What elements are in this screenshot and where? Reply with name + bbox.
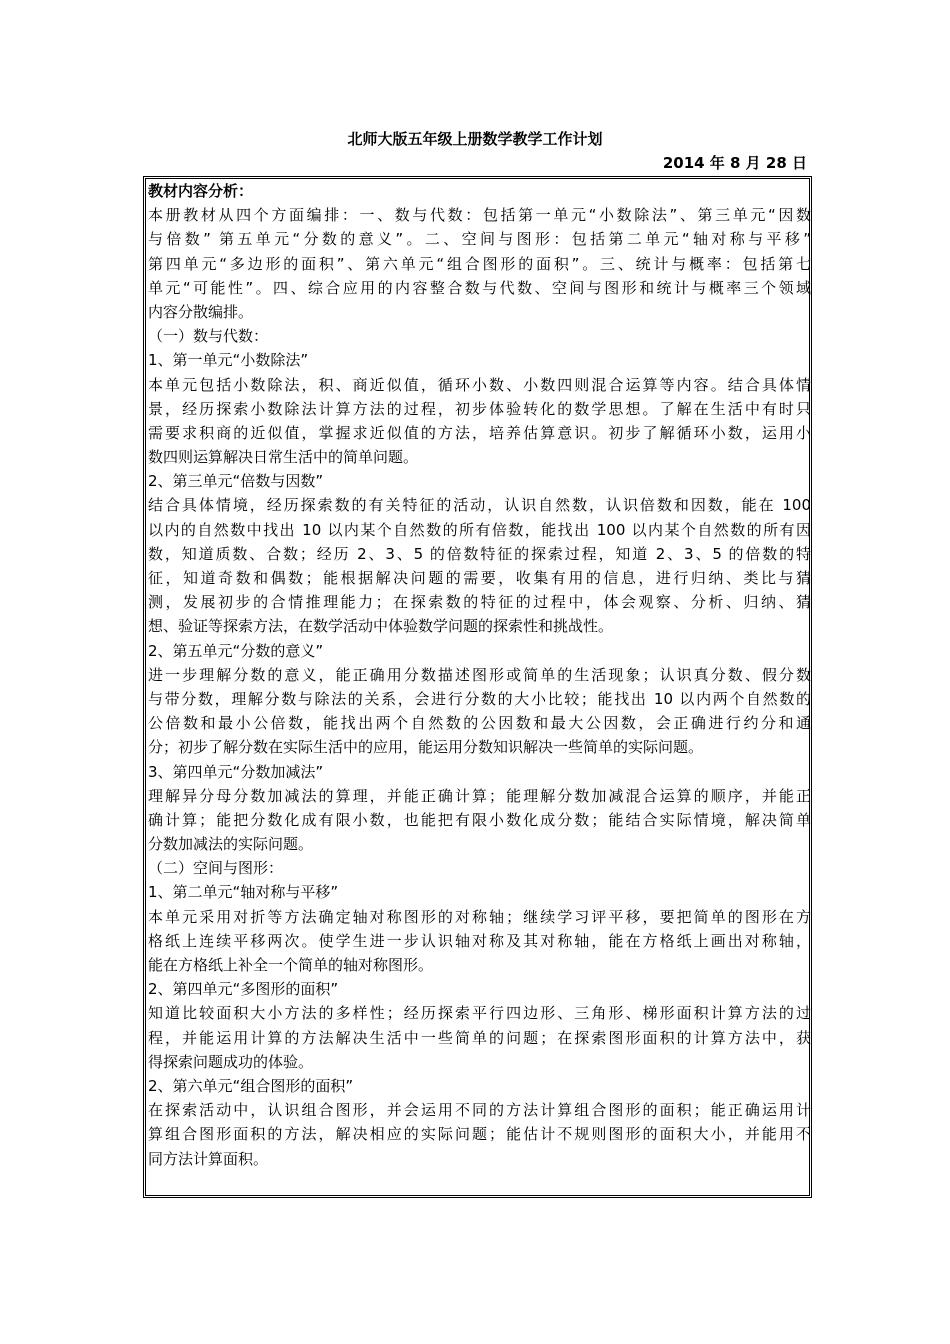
text-line: 本单元采用对折等方法确定轴对称图形的对称轴；继续学习评平移，要把简单的图形在方 bbox=[148, 907, 811, 926]
section-heading: 教材内容分析： bbox=[148, 182, 254, 200]
text-line: 1、第二单元“轴对称与平移” bbox=[148, 883, 339, 902]
text-line: 知道比较面积大小方法的多样性；经历探索平行四边形、三角形、梯形面积计算方法的过 bbox=[148, 1004, 811, 1023]
text-line: 内容分散编排。 bbox=[148, 302, 254, 321]
text-line: 程，并能运用计算的方法解决生活中一些简单的问题；在探索图形面积的计算方法中，获 bbox=[148, 1028, 811, 1047]
text-line: 2、第四单元“多图形的面积” bbox=[148, 980, 339, 999]
text-line: 本册教材从四个方面编排：一、数与代数：包括第一单元“小数除法”、第三单元“因数 bbox=[148, 206, 811, 225]
text-line: 2、第五单元“分数的意义” bbox=[148, 641, 324, 660]
text-line: 与倍数” 第五单元“分数的意义”。二、空间与图形：包括第二单元“轴对称与平移” bbox=[148, 230, 811, 249]
text-line: 需要求积商的近似值，掌握求近似值的方法，培养估算意识。初步了解循环小数，运用小 bbox=[148, 423, 811, 442]
text-line: 结合具体情境，经历探索数的有关特征的活动，认识自然数，认识倍数和因数，能在 100 bbox=[148, 496, 811, 515]
text-line: 数，知道质数、合数；经历 2、3、5 的倍数特征的探索过程，知道 2、3、5 的倍数的特 bbox=[148, 544, 811, 563]
content-cell bbox=[148, 179, 811, 1171]
text-line: 格纸上连续平移两次。使学生进一步认识轴对称及其对称轴，能在方格纸上画出对称轴， bbox=[148, 931, 811, 950]
text-line: 分数加减法的实际问题。 bbox=[148, 835, 314, 854]
text-line: 本单元包括小数除法，积、商近似值，循环小数、小数四则混合运算等内容。结合具体情 bbox=[148, 375, 811, 394]
text-line: 景，经历探索小数除法计算方法的过程，初步体验转化的数学思想。了解在生活中有时只 bbox=[148, 399, 811, 418]
text-line: 确计算；能把分数化成有限小数，也能把有限小数化成分数；能结合实际情境，解决简单 bbox=[148, 810, 811, 829]
text-line: 进一步理解分数的意义，能正确用分数描述图形或简单的生活现象；认识真分数、假分数 bbox=[148, 665, 811, 684]
text-line: 想、验证等探索方法，在数学活动中体验数学问题的探索性和挑战性。 bbox=[148, 617, 614, 636]
text-line: 3、第四单元“分数加减法” bbox=[148, 762, 324, 781]
text-line: 算组合图形面积的方法，解决相应的实际问题；能估计不规则图形的面积大小，并能用不 bbox=[148, 1125, 811, 1144]
document-title: 北师大版五年级上册数学教学工作计划 bbox=[347, 130, 603, 148]
text-line: 得探索问题成功的体验。 bbox=[148, 1052, 314, 1071]
text-line: 同方法计算面积。 bbox=[148, 1149, 269, 1168]
text-line: 测，发展初步的合情推理能力；在探索数的特征的过程中，体会观察、分析、归纳、猜 bbox=[148, 593, 811, 612]
text-line: 公倍数和最小公倍数，能找出两个自然数的公因数和最大公因数，会正确进行约分和通 bbox=[148, 714, 811, 733]
text-line: 单元“可能性”。四、综合应用的内容整合数与代数、空间与图形和统计与概率三个领域 bbox=[148, 278, 811, 297]
text-line: 1、第一单元“小数除法” bbox=[148, 351, 309, 370]
text-line: （一）数与代数： bbox=[148, 327, 269, 346]
text-line: （二）空间与图形： bbox=[148, 859, 284, 878]
text-line: 征，知道奇数和偶数；能根据解决问题的需要，收集有用的信息，进行归纳、类比与猜 bbox=[148, 569, 811, 587]
text-line: 以内的自然数中找出 10 以内某个自然数的所有倍数，能找出 100 以内某个自然数的所有因 bbox=[148, 520, 811, 539]
document-date: 2014 年 8 月 28 日 bbox=[662, 154, 807, 172]
text-line: 2、第六单元“组合图形的面积” bbox=[148, 1076, 354, 1095]
text-line: 在探索活动中，认识组合图形，并会运用不同的方法计算组合图形的面积；能正确运用计 bbox=[148, 1101, 811, 1120]
text-line: 数四则运算解决日常生活中的简单问题。 bbox=[148, 448, 419, 467]
text-line: 2、第三单元“倍数与因数” bbox=[148, 472, 324, 491]
text-line: 分；初步了解分数在实际生活中的应用，能运用分数知识解决一些简单的实际问题。 bbox=[148, 738, 704, 757]
text-line: 与带分数，理解分数与除法的关系，会进行分数的大小比较；能找出 10 以内两个自然数的 bbox=[148, 689, 811, 708]
text-line: 理解异分母分数加减法的算理，并能正确计算；能理解分数加减混合运算的顺序，并能正 bbox=[148, 786, 811, 805]
text-line: 能在方格纸上补全一个简单的轴对称图形。 bbox=[148, 956, 434, 974]
text-line: 第四单元“多边形的面积”、第六单元“组合图形的面积”。三、统计与概率：包括第七 bbox=[148, 254, 811, 273]
